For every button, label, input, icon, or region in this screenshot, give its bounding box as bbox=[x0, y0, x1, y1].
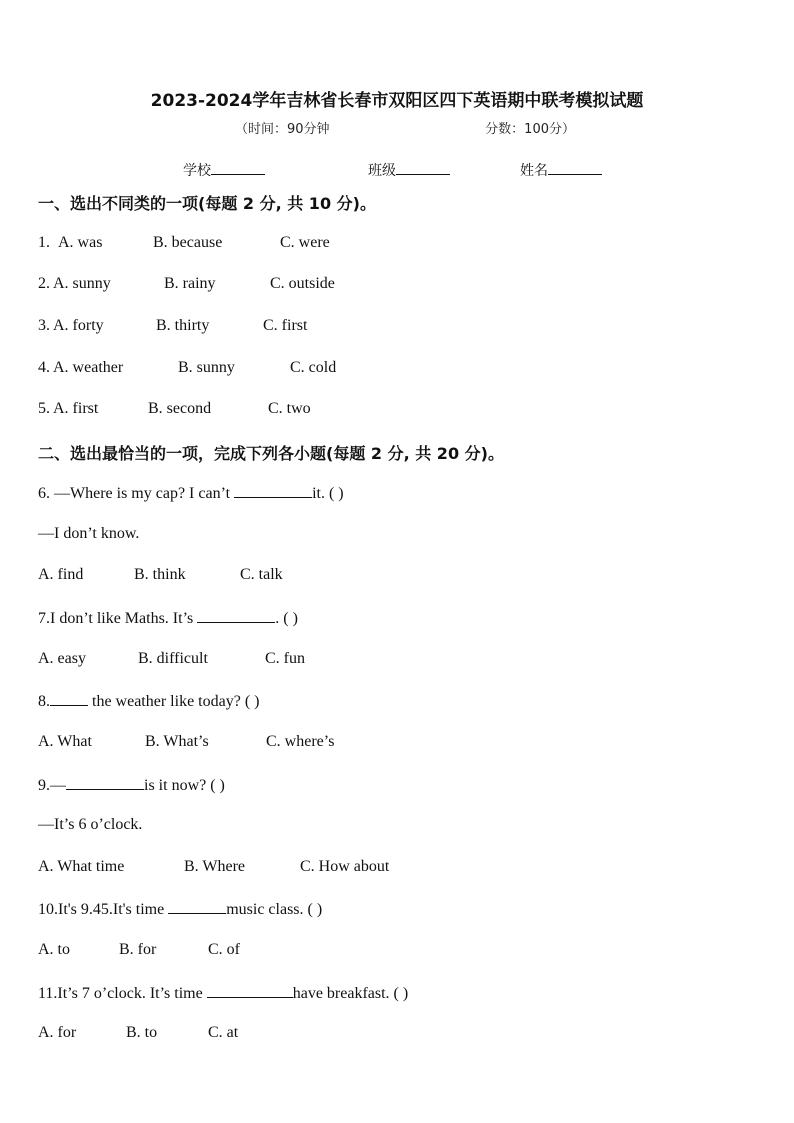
option-c: C. first bbox=[263, 317, 308, 334]
total-score: 分数：100分） bbox=[485, 122, 575, 137]
question-number: 4. bbox=[38, 359, 50, 376]
option-c: C. were bbox=[280, 234, 330, 251]
option-c: C. two bbox=[268, 400, 311, 417]
option-c: C. talk bbox=[240, 566, 283, 583]
option-c: C. of bbox=[208, 941, 240, 958]
school-blank bbox=[211, 160, 265, 175]
answer-blank bbox=[207, 983, 293, 998]
option-c: C. at bbox=[208, 1024, 239, 1041]
page-title: 2023-2024学年吉林省长春市双阳区四下英语期中联考模拟试题 bbox=[150, 91, 644, 111]
question-number: 1. bbox=[38, 234, 50, 251]
answer-blank bbox=[50, 691, 88, 706]
option-a: A. What time bbox=[38, 858, 125, 875]
name-blank bbox=[548, 160, 602, 175]
name-field: 姓名 bbox=[520, 160, 548, 180]
answer-blank bbox=[168, 899, 226, 914]
question-9: 9.— is it now? ( ) bbox=[38, 777, 225, 794]
question-6-reply: —I don’t know. bbox=[38, 525, 140, 542]
option-c: C. fun bbox=[265, 650, 305, 667]
section-2-title: 二、选出最恰当的一项，完成下列各小题(每题 2 分, 共 20 分)。 bbox=[38, 444, 504, 463]
option-a: A. find bbox=[38, 566, 84, 583]
option-b: B. to bbox=[126, 1024, 158, 1041]
answer-blank bbox=[66, 775, 144, 790]
option-b: B. sunny bbox=[178, 359, 235, 376]
option-c: C. cold bbox=[290, 359, 337, 376]
question-8: 8. the weather like today? ( ) bbox=[38, 693, 260, 710]
option-b: B. second bbox=[148, 400, 212, 417]
option-a: A. What bbox=[38, 733, 92, 750]
option-b: B. thirty bbox=[156, 317, 210, 334]
question-10: 10.It's 9.45.It's time music class. ( ) bbox=[38, 901, 323, 918]
class-field: 班级 bbox=[368, 160, 396, 180]
option-b: B. think bbox=[134, 566, 186, 583]
option-a: A. sunny bbox=[53, 275, 111, 292]
exam-meta bbox=[235, 118, 575, 137]
option-b: B. for bbox=[119, 941, 157, 958]
answer-blank bbox=[234, 483, 312, 498]
option-b: B. rainy bbox=[164, 275, 216, 292]
option-c: C. How about bbox=[300, 858, 390, 875]
section-1-title: 一、选出不同类的一项(每题 2 分, 共 10 分)。 bbox=[38, 194, 376, 213]
option-a: A. weather bbox=[53, 359, 124, 376]
option-b: B. Where bbox=[184, 858, 246, 875]
option-b: B. difficult bbox=[138, 650, 208, 667]
question-number: 2. bbox=[38, 275, 50, 292]
school-field: 学校 bbox=[183, 160, 211, 180]
option-a: A. forty bbox=[53, 317, 104, 334]
option-a: A. to bbox=[38, 941, 70, 958]
question-9-reply: —It’s 6 o’clock. bbox=[38, 816, 143, 833]
option-c: C. outside bbox=[270, 275, 335, 292]
option-a: A. first bbox=[53, 400, 99, 417]
option-b: B. because bbox=[153, 234, 223, 251]
option-b: B. What’s bbox=[145, 733, 209, 750]
option-a: A. for bbox=[38, 1024, 77, 1041]
option-a: A. easy bbox=[38, 650, 86, 667]
option-a: A. was bbox=[58, 234, 103, 251]
question-11: 11.It’s 7 o’clock. It’s time have breakfast. ( ) bbox=[38, 985, 409, 1002]
option-c: C. where’s bbox=[266, 733, 335, 750]
question-7: 7.I don’t like Maths. It’s . ( ) bbox=[38, 610, 298, 627]
class-blank bbox=[396, 160, 450, 175]
question-6: 6. —Where is my cap? I can’t it. ( ) bbox=[38, 485, 344, 502]
question-number: 3. bbox=[38, 317, 50, 334]
question-number: 5. bbox=[38, 400, 50, 417]
answer-blank bbox=[197, 608, 275, 623]
time-limit: （时间：90分钟 bbox=[235, 122, 330, 137]
